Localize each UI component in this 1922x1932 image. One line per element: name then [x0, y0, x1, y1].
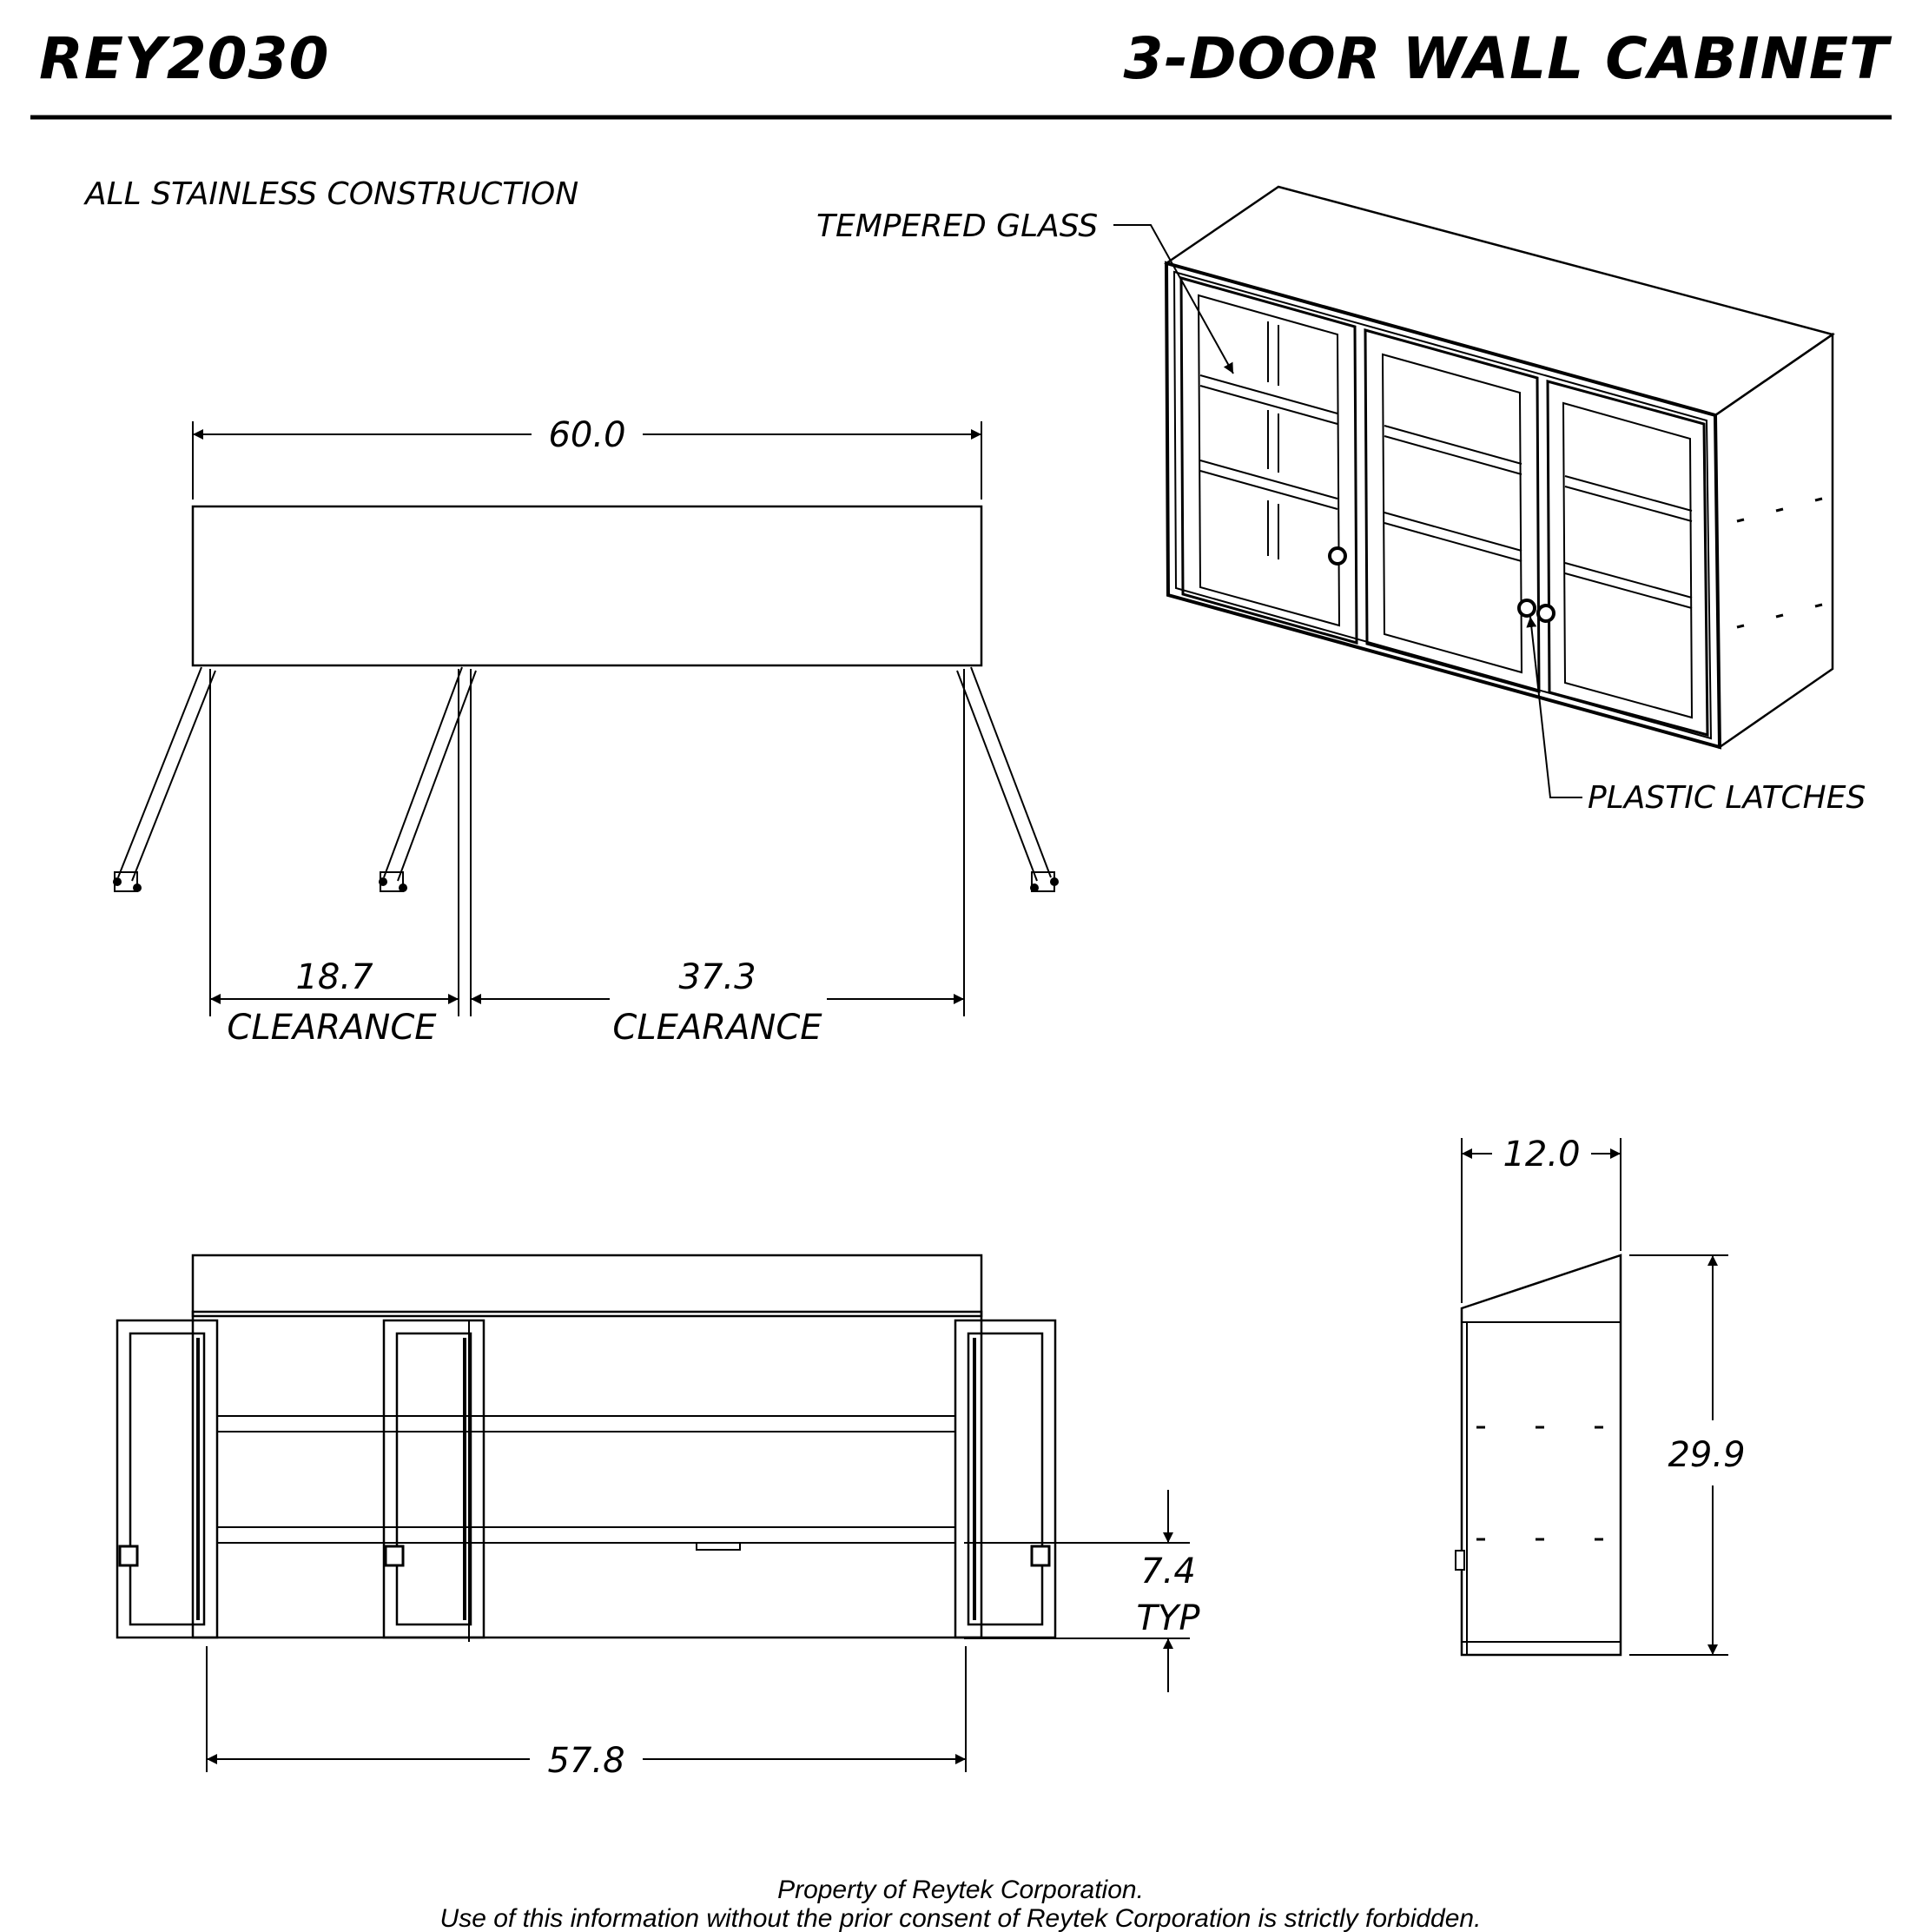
drawing-title: 3-DOOR WALL CABINET — [1123, 25, 1889, 92]
dim-overall-width — [193, 415, 981, 500]
dim-60-label: 60.0 — [548, 415, 626, 455]
isometric-view — [816, 187, 1866, 816]
dim-29-9-label: 29.9 — [1668, 1435, 1746, 1475]
cabinet-top-outline — [193, 506, 981, 665]
dim-inner-width — [207, 1646, 966, 1781]
footer-line-2: Use of this information without the prior consent of Reytek Corporation is strictly forbidden. — [439, 1904, 1482, 1932]
dim-57-8-label: 57.8 — [547, 1741, 625, 1781]
dim-height — [1629, 1255, 1746, 1655]
tempered-glass-callout: TEMPERED GLASS — [816, 208, 1099, 244]
open-door-left — [113, 667, 215, 892]
title-block — [30, 25, 1892, 117]
plastic-latches-callout: PLASTIC LATCHES — [1588, 780, 1866, 816]
side-view — [1456, 1135, 1746, 1655]
left-clearance-label: CLEARANCE — [227, 1008, 437, 1048]
model-number: REY2030 — [39, 25, 330, 92]
open-door-right — [957, 667, 1059, 892]
construction-note: ALL STAINLESS CONSTRUCTION — [85, 176, 579, 212]
right-clearance-value: 37.3 — [678, 957, 756, 997]
open-door-center — [379, 667, 476, 892]
right-clearance-label: CLEARANCE — [612, 1008, 822, 1048]
footer-line-1: Property of Reytek Corporation. — [777, 1876, 1144, 1904]
dim-typ-label: TYP — [1136, 1598, 1200, 1638]
dim-depth — [1462, 1135, 1621, 1303]
dim-clearances — [210, 669, 964, 1048]
dim-shelf-spacing — [964, 1490, 1200, 1692]
left-clearance-value: 18.7 — [295, 957, 373, 997]
top-view — [113, 415, 1059, 1048]
dim-7-4-label: 7.4 — [1140, 1552, 1196, 1591]
front-view — [117, 1255, 1200, 1781]
dim-12-label: 12.0 — [1503, 1135, 1581, 1174]
footer — [440, 1876, 1482, 1932]
